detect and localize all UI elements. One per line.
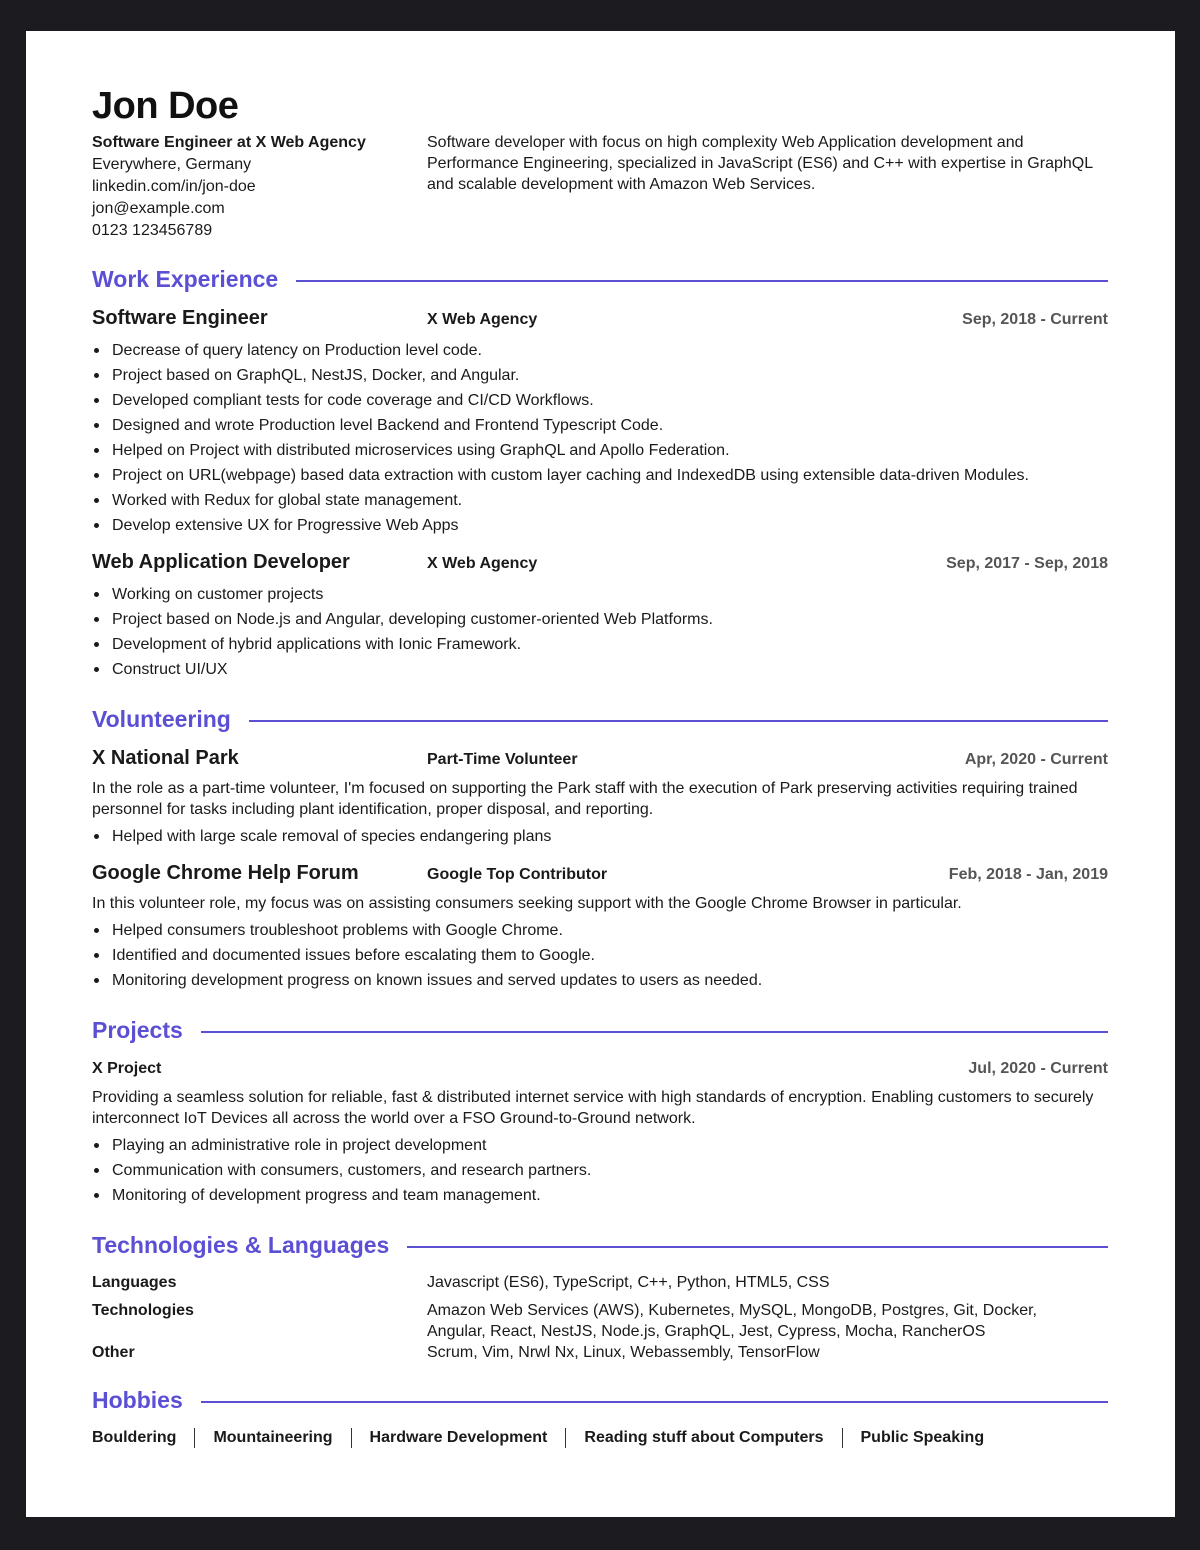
hobby-separator [194, 1428, 195, 1448]
linkedin-link[interactable]: linkedin.com/in/jon-doe [92, 178, 256, 195]
organization: X National Park [92, 747, 239, 769]
hobby-item: Hardware Development [369, 1429, 548, 1446]
list-item: Helped on Project with distributed microservices using GraphQL and Apollo Federation. [92, 438, 1108, 463]
list-item: Project on URL(webpage) based data extraction with custom layer caching and IndexedDB using extensible data-driven Modules. [92, 463, 1108, 488]
work-entry [92, 548, 1108, 682]
skill-label: Other [92, 1344, 135, 1361]
bullet-list [92, 338, 1108, 538]
date-range: Jul, 2020 - Current [968, 1060, 1108, 1077]
phone-number: 0123 123456789 [92, 222, 213, 239]
header-block [92, 132, 1108, 242]
hobby-item: Public Speaking [860, 1429, 985, 1446]
company: X Web Agency [427, 311, 538, 328]
hobby-item: Mountaineering [213, 1429, 333, 1446]
volunteer-entry [92, 744, 1108, 849]
skill-row [92, 1300, 1108, 1342]
entry-header [92, 304, 1108, 334]
list-item: Helped with large scale removal of species endangering plans [92, 824, 1108, 849]
company: X Web Agency [427, 555, 538, 572]
resume-page [26, 31, 1175, 1517]
list-item: Working on customer projects [92, 582, 1108, 607]
contact-info [92, 132, 427, 242]
volunteer-role: Part-Time Volunteer [427, 751, 578, 768]
section-title-work: Work Experience [92, 266, 279, 292]
list-item: Project based on GraphQL, NestJS, Docker, and Angular. [92, 363, 1108, 388]
hobby-separator [565, 1428, 566, 1448]
list-item: Project based on Node.js and Angular, developing customer-oriented Web Platforms. [92, 607, 1108, 632]
list-item: Decrease of query latency on Production level code. [92, 338, 1108, 363]
list-item: Designed and wrote Production level Backend and Frontend Typescript Code. [92, 413, 1108, 438]
skill-value: Scrum, Vim, Nrwl Nx, Linux, Webassembly, TensorFlow [427, 1344, 820, 1361]
project-entry [92, 1055, 1108, 1208]
section-divider [296, 280, 1108, 282]
section-divider [249, 720, 1108, 722]
job-title: Software Engineer [92, 307, 268, 329]
organization: Google Chrome Help Forum [92, 862, 359, 884]
section-title-projects: Projects [92, 1017, 183, 1043]
skill-label: Languages [92, 1274, 177, 1291]
bullet-list [92, 918, 1108, 993]
skill-label: Technologies [92, 1302, 194, 1319]
section-divider [201, 1031, 1108, 1033]
skill-row [92, 1272, 1108, 1293]
work-section-header [92, 264, 1108, 294]
hobbies-list [92, 1427, 1108, 1449]
list-item: Monitoring development progress on known issues and served updates to users as needed. [92, 968, 1108, 993]
summary: Software developer with focus on high complexity Web Application development and Performance Engineering, specialized in JavaScript (ES6) and C++ with expertise in GraphQL and scalable development with Amazon Web Services. [427, 134, 1093, 193]
email-link[interactable]: jon@example.com [92, 200, 225, 217]
list-item: Playing an administrative role in project development [92, 1133, 1108, 1158]
hobby-separator [842, 1428, 843, 1448]
list-item: Construct UI/UX [92, 657, 1108, 682]
skill-value: Amazon Web Services (AWS), Kubernetes, MySQL, MongoDB, Postgres, Git, Docker, Angular, React, NestJS, Node.js, GraphQL, Jest, Cypress, Mocha, RancherOS [427, 1302, 1037, 1340]
list-item: Worked with Redux for global state management. [92, 488, 1108, 513]
date-range: Feb, 2018 - Jan, 2019 [948, 866, 1108, 883]
date-range: Apr, 2020 - Current [964, 751, 1108, 768]
entry-header [92, 859, 1108, 889]
list-item: Communication with consumers, customers, and research partners. [92, 1158, 1108, 1183]
entry-header [92, 1055, 1108, 1083]
date-range: Sep, 2017 - Sep, 2018 [946, 555, 1108, 572]
bullet-list [92, 582, 1108, 682]
hobby-item: Reading stuff about Computers [584, 1429, 824, 1446]
hobby-separator [351, 1428, 352, 1448]
section-title-hobbies: Hobbies [92, 1387, 183, 1413]
entry-header [92, 744, 1108, 774]
volunteer-role: Google Top Contributor [427, 866, 608, 883]
hobby-item: Bouldering [92, 1429, 177, 1446]
list-item: Monitoring of development progress and team management. [92, 1183, 1108, 1208]
list-item: Development of hybrid applications with Ionic Framework. [92, 632, 1108, 657]
bullet-list [92, 824, 1108, 849]
section-title-skills: Technologies & Languages [92, 1232, 390, 1258]
date-range: Sep, 2018 - Current [962, 311, 1108, 328]
hobbies-section-header [92, 1385, 1108, 1415]
volunteering-section-header [92, 704, 1108, 734]
skills-section-header [92, 1230, 1108, 1260]
resume-content [92, 81, 1108, 1449]
list-item: Developed compliant tests for code coverage and CI/CD Workflows. [92, 388, 1108, 413]
list-item: Helped consumers troubleshoot problems with Google Chrome. [92, 918, 1108, 943]
list-item: Develop extensive UX for Progressive Web Apps [92, 513, 1108, 538]
list-item: Identified and documented issues before escalating them to Google. [92, 943, 1108, 968]
projects-section-header [92, 1015, 1108, 1045]
skills-table [92, 1272, 1108, 1363]
work-entry [92, 304, 1108, 538]
entry-description: Providing a seamless solution for reliable, fast & distributed internet service with high standards of encryption. Enabling customers to securely interconnect IoT Devices all across the world over a FSO Ground-to-Ground network. [92, 1089, 1094, 1127]
section-divider [407, 1246, 1108, 1248]
candidate-name: Jon Doe [92, 85, 239, 127]
entry-description: In the role as a part-time volunteer, I'm focused on supporting the Park staff with the execution of Park preserving activities requiring trained personnel for tasks including plant identification, proper disposal, and reporting. [92, 780, 1078, 818]
location: Everywhere, Germany [92, 156, 252, 173]
bullet-list [92, 1133, 1108, 1208]
volunteer-entry [92, 859, 1108, 993]
skill-value: Javascript (ES6), TypeScript, C++, Python, HTML5, CSS [427, 1274, 830, 1291]
job-title: Web Application Developer [92, 551, 350, 573]
entry-header [92, 548, 1108, 578]
headline: Software Engineer at X Web Agency [92, 134, 366, 151]
section-divider [201, 1401, 1108, 1403]
project-name: X Project [92, 1060, 162, 1077]
section-title-volunteering: Volunteering [92, 706, 231, 732]
entry-description: In this volunteer role, my focus was on assisting consumers seeking support with the Google Chrome Browser in particular. [92, 895, 962, 912]
